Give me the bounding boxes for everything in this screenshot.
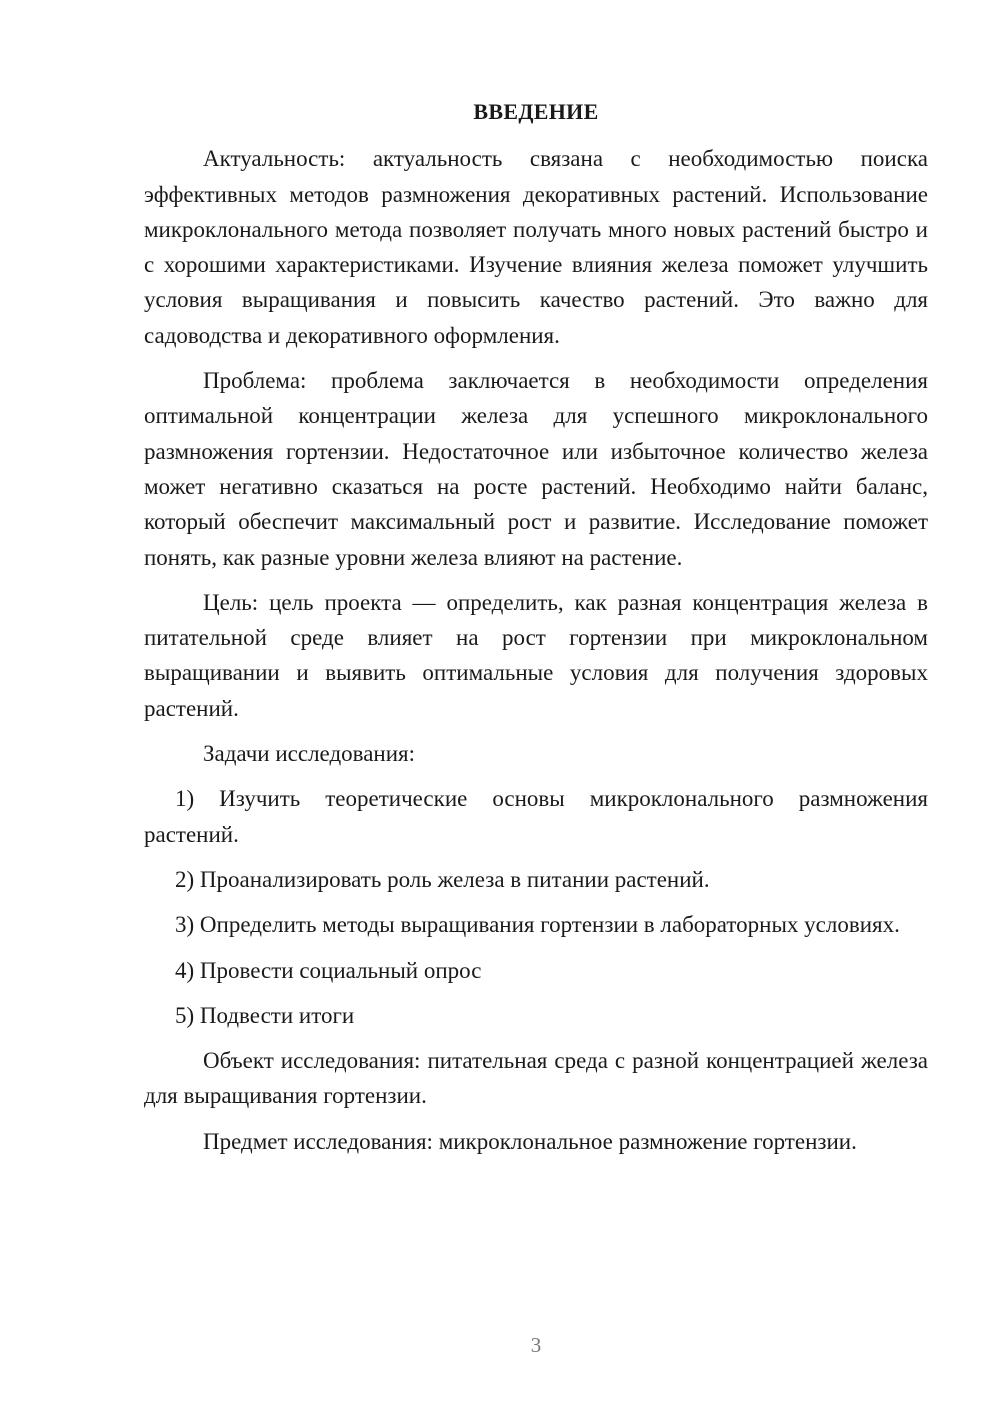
paragraph-problem: Проблема: проблема заключается в необходимости определения оптимальной концентрации железа для успешного микроклонального размножения гортензии. Недостаточное или избыточное количество железа может негативно сказаться на росте растений. Необходимо найти баланс, который обеспечит максимальный рост и развитие. Исследование поможет понять, как разные уровни железа влияют на растение. — [144, 368, 928, 570]
page-number: 3 — [530, 1333, 542, 1357]
paragraph-object: Объект исследования: питательная среда с разной концентрацией железа для выращивания гортензии. — [144, 1048, 928, 1109]
page-title: ВВЕДЕНИЕ — [473, 99, 599, 124]
paragraph-subject: Предмет исследования: микроклональное размножение гортензии. — [203, 1128, 857, 1154]
page-content — [144, 94, 928, 1169]
task-item-2: 2) Проанализировать роль железа в питании растений. — [175, 866, 710, 892]
task-item-4: 4) Провести социальный опрос — [175, 957, 482, 983]
task-item-3: 3) Определить методы выращивания гортензии в лабораторных условиях. — [175, 912, 900, 938]
paragraph-relevance: Актуальность: актуальность связана с необходимостью поиска эффективных методов размножения декоративных растений. Использование микроклонального метода позволяет получать много новых растений быстро и с хорошими характеристиками. Изучение влияния железа поможет улучшить условия выращивания и повысить качество растений. Это важно для садоводства и декоративного оформления. — [144, 146, 928, 348]
task-item-5: 5) Подвести итоги — [175, 1002, 355, 1028]
paragraph-goal: Цель: цель проекта — определить, как разная концентрация железа в питательной среде влияет на рост гортензии при микроклональном выращивании и выявить оптимальные условия для получения здоровых растений. — [144, 589, 928, 721]
task-item-1: 1) Изучить теоретические основы микроклонального размножения растений. — [144, 786, 928, 847]
paragraph-tasks-heading: Задачи исследования: — [203, 741, 416, 767]
